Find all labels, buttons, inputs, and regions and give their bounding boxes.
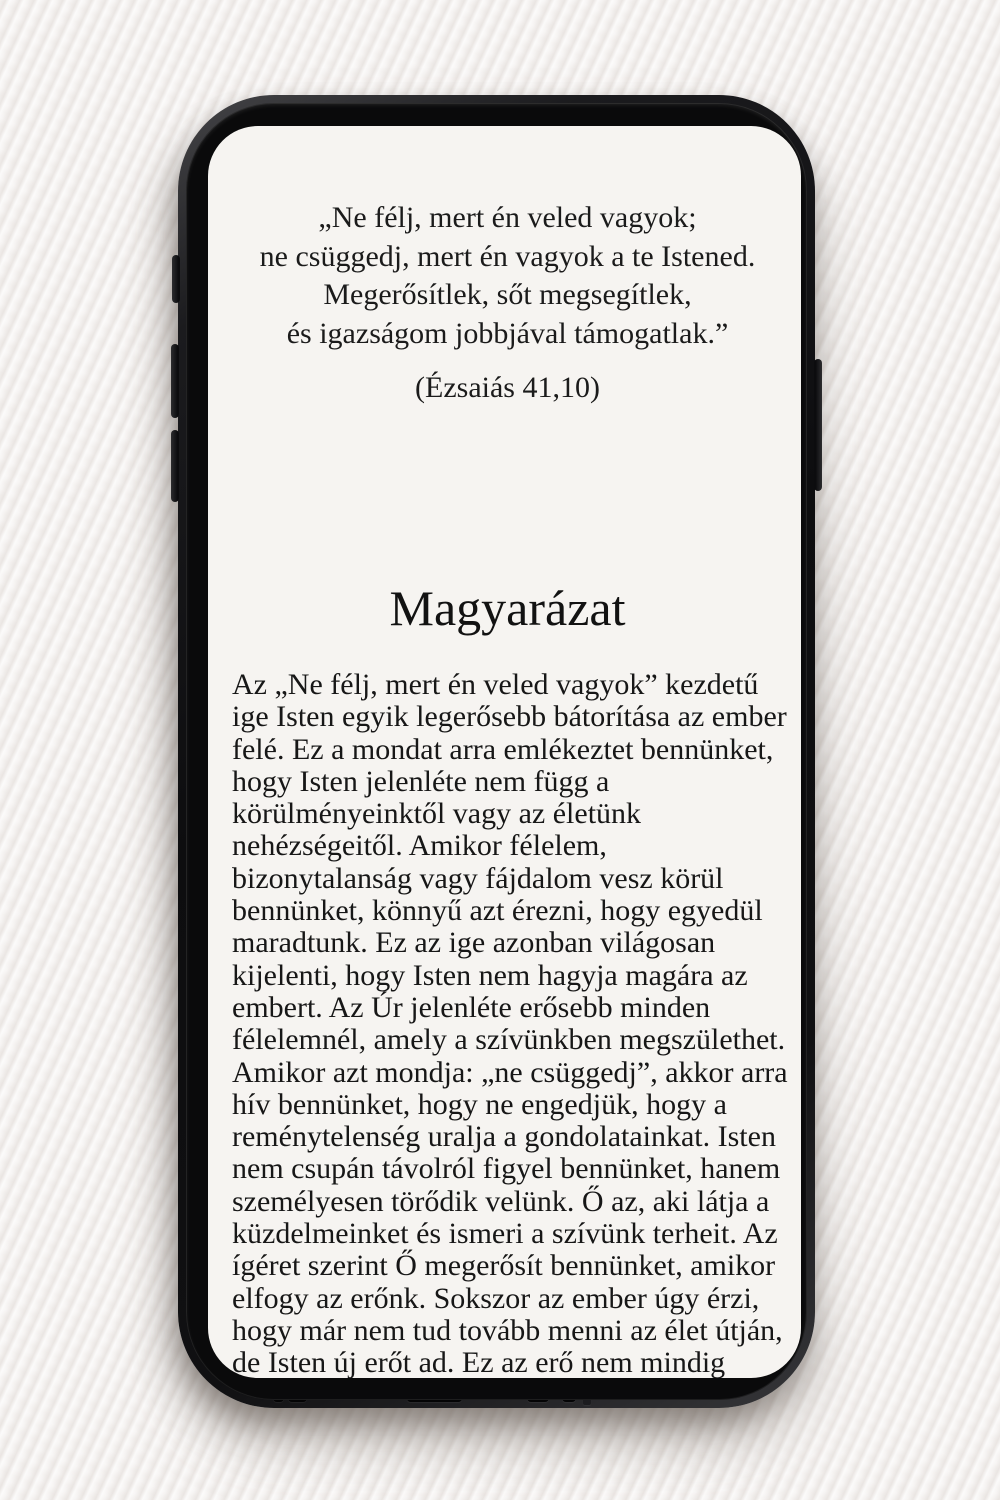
body-line: Az „Ne félj, mert én veled vagyok” kezdetű: [232, 668, 759, 701]
body-line: hogy Isten jelenléte nem függ a: [232, 764, 610, 798]
body-line: bennünket, könnyű azt érezni, hogy egyedül: [232, 894, 763, 928]
body-line: küzdelmeinket és ismeri a szívünk terheit. Az: [232, 1217, 778, 1251]
volume-down-button: [171, 430, 179, 502]
body-line: félelemnél, amely a szívünkben megszülethet.: [232, 1023, 786, 1057]
body-line: nehézségeitől. Amikor félelem,: [232, 829, 607, 863]
section-heading: Magyarázat: [389, 579, 626, 636]
verse-quote: [232, 199, 783, 353]
body-line: reménytelenség uralja a gondolatainkat. Isten: [232, 1120, 776, 1154]
body-line: embert. Az Úr jelenléte erősebb minden: [232, 990, 711, 1024]
body-line: hív bennünket, hogy ne engedjük, hogy a: [232, 1087, 727, 1121]
phone-screen: [208, 126, 801, 1378]
verse-reference: (Ézsaiás 41,10): [415, 371, 600, 404]
verse-line: ne csüggedj, mert én vagyok a te Istened.: [259, 239, 756, 273]
phone-mockup-frame: [178, 95, 815, 1408]
body-line: bizonytalanság vagy fájdalom vesz körül: [232, 861, 724, 895]
body-line: személyesen törődik velünk. Ő az, aki látja a: [232, 1184, 770, 1218]
explanation-paragraph: [232, 668, 788, 1378]
body-line: nem csupán távolról figyel bennünket, hanem: [232, 1152, 781, 1186]
phone-bezel: [186, 103, 807, 1400]
verse-line: „Ne félj, mert én veled vagyok;: [318, 201, 697, 234]
verse-line: és igazságom jobbjával támogatlak.”: [286, 316, 729, 350]
body-line: Amikor azt mondja: „ne csüggedj”, akkor arra: [232, 1055, 788, 1089]
verse-line: Megerősítlek, sőt megsegítlek,: [323, 278, 692, 311]
body-line: de Isten új erőt ad. Ez az erő nem mindig: [232, 1346, 726, 1378]
body-line: hogy már nem tud tovább menni az élet útján,: [232, 1313, 783, 1347]
mute-switch: [172, 255, 180, 303]
body-line: kijelenti, hogy Isten nem hagyja magára az: [232, 958, 748, 992]
body-line: ige Isten egyik legerősebb bátorítása az ember: [232, 700, 787, 734]
power-button: [814, 359, 822, 491]
page-content: [208, 199, 801, 1378]
body-line: elfogy az erőnk. Sokszor az ember úgy érzi,: [232, 1281, 760, 1315]
body-line: maradtunk. Ez az ige azonban világosan: [232, 926, 716, 960]
body-line: ígéret szerint Ő megerősít bennünket, amikor: [232, 1249, 776, 1283]
volume-up-button: [171, 344, 179, 418]
body-line: felé. Ez a mondat arra emlékeztet bennünket,: [232, 732, 774, 766]
body-line: körülményeinktől vagy az életünk: [232, 797, 642, 831]
